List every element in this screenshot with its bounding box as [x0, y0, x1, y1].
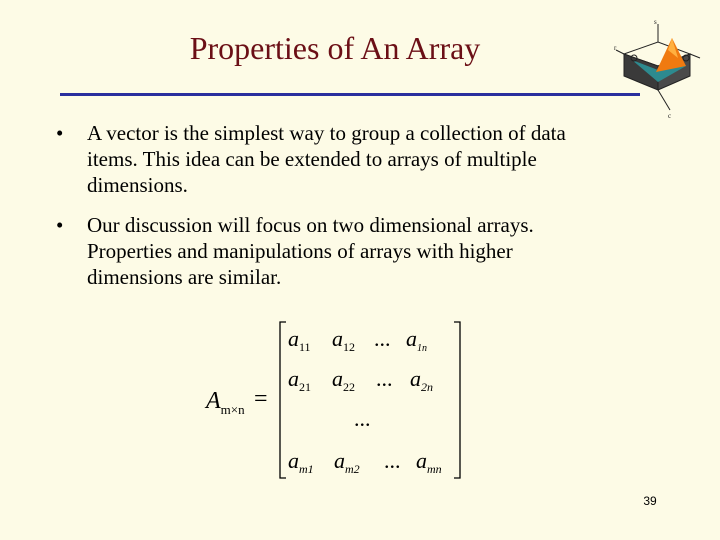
svg-text:r: r [614, 44, 617, 52]
bullet-line: Our discussion will focus on two dimensional arrays. [87, 213, 534, 237]
equals-sign: = [254, 386, 268, 412]
bullet-item [56, 212, 656, 290]
bullet-line: dimensions are similar. [87, 265, 282, 289]
title-underline [60, 93, 640, 96]
matlab-membrane-logo-icon [612, 14, 704, 122]
matrix-equation [196, 310, 486, 490]
bullet-line: A vector is the simplest way to group a collection of data [87, 121, 566, 145]
matrix-lhs: $A_{m\times n}$ [206, 388, 245, 417]
matrix-row-1: $a_{11}$ $a_{12}$ ... $a_{1n}$ [288, 326, 427, 354]
svg-text:s: s [654, 18, 657, 26]
matrix-row-3: ... [354, 406, 371, 431]
matrix-row-4: $a_{m1}$ $a_{m2}$ ... $a_{mn}$ [288, 448, 442, 476]
bullet-list [56, 120, 656, 304]
bullet-item [56, 120, 656, 198]
left-bracket [280, 322, 286, 478]
bullet-line: items. This idea can be extended to arrays of multiple [87, 147, 537, 171]
matrix-row-2: $a_{21}$ $a_{22}$ ... $a_{2n}$ [288, 366, 433, 394]
bullet-marker: • [56, 121, 64, 145]
page-number: 39 [643, 494, 657, 508]
bullet-marker: • [56, 213, 64, 237]
right-bracket [454, 322, 460, 478]
slide-title: Properties of An Array [189, 30, 481, 66]
svg-text:c: c [668, 112, 672, 120]
bullet-line: Properties and manipulations of arrays with higher [87, 239, 513, 263]
bullet-line: dimensions. [87, 173, 188, 197]
